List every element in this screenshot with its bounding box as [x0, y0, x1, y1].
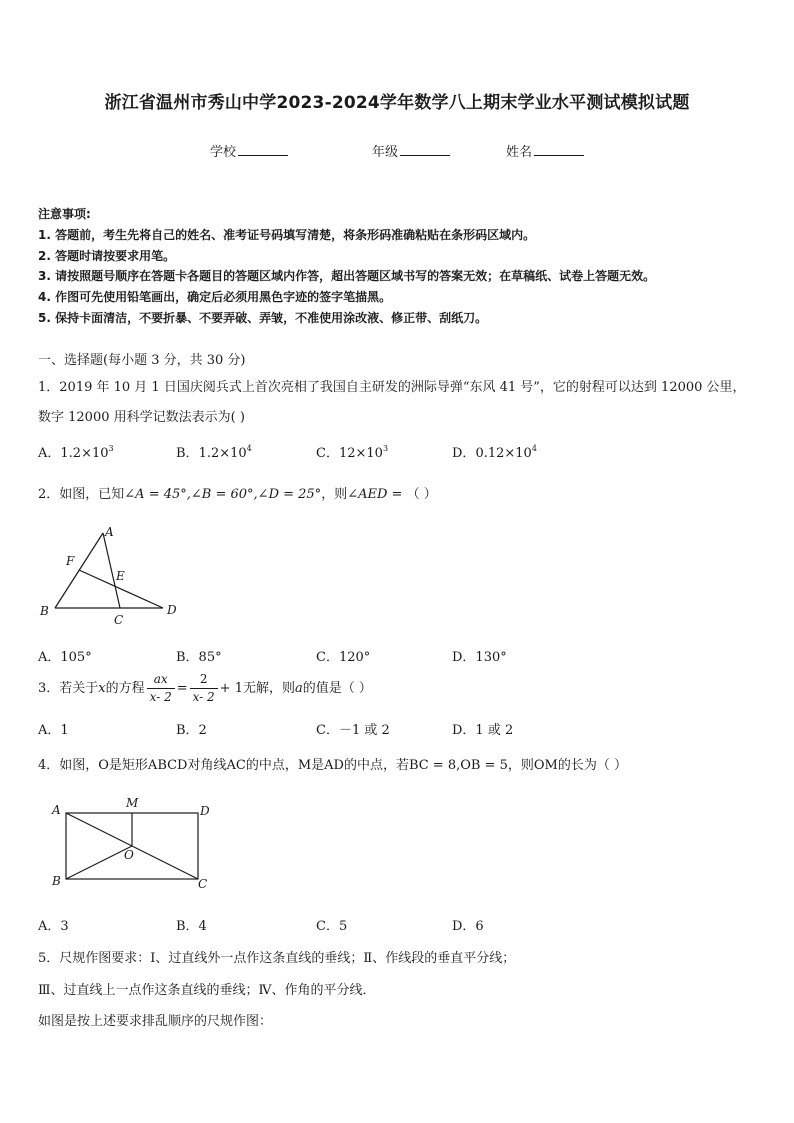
q2-option-b[interactable]: B．85°	[176, 650, 222, 665]
label-b: B	[40, 604, 49, 618]
q2-option-c[interactable]: C．120°	[316, 650, 371, 665]
label-d: D	[167, 603, 177, 617]
q5-text-line2: Ⅲ、过直线上一点作这条直线的垂线；Ⅳ、作角的平分线．	[38, 983, 376, 998]
school-label: 学校	[210, 145, 237, 160]
q4-rectangle-figure	[40, 793, 220, 893]
label-c: C	[198, 877, 208, 891]
q2-text: 2．如图，已知∠A = 45°,∠B = 60°,∠D = 25°，则∠AED = （ ）	[38, 487, 437, 502]
name-label: 姓名	[506, 145, 533, 160]
q5-text-line3: 如图是按上述要求排乱顺序的尺规作图：	[38, 1014, 273, 1029]
q2-triangle-figure	[30, 520, 190, 628]
label-a: A	[52, 803, 61, 817]
grade-label: 年级	[372, 145, 399, 160]
name-field[interactable]	[506, 141, 584, 160]
q4-option-a[interactable]: A．3	[38, 919, 69, 934]
school-field[interactable]	[210, 141, 288, 160]
notice-item: 2. 答题时请按要求用笔。	[38, 249, 176, 263]
q4-text: 4．如图，O是矩形ABCD对角线AC的中点，M是AD的中点，若BC = 8,OB = 5，则OM的长为（ ）	[38, 758, 627, 773]
q3-option-c[interactable]: C．－1 或 2	[316, 723, 390, 738]
q5-text-line1: 5．尺规作图要求：Ⅰ、过直线外一点作这条直线的垂线；Ⅱ、作线段的垂直平分线；	[38, 951, 516, 966]
q3-option-a[interactable]: A．1	[38, 723, 69, 738]
q3-option-d[interactable]: D．1 或 2	[452, 723, 514, 738]
q1-option-a[interactable]: A．$1.2\times 10^3$	[38, 444, 114, 461]
notice-heading: 注意事项:	[38, 207, 91, 221]
q2-option-a[interactable]: A．105°	[38, 650, 92, 665]
name-blank[interactable]	[534, 143, 584, 156]
notice-item: 3. 请按照题号顺序在答题卡各题目的答题区域内作答，超出答题区域书写的答案无效；在草稿纸、试卷上答题无效。	[38, 269, 656, 283]
q1-text-line2: 数字 12000 用科学记数法表示为( )	[38, 410, 245, 425]
q1-text-line1: 1．2019 年 10 月 1 日国庆阅兵式上首次亮相了我国自主研发的洲际导弹“东风 41 号”，它的射程可以达到 12000 公里，	[38, 380, 746, 395]
notice-item: 5. 保持卡面清洁，不要折暴、不要弄破、弄皱，不准使用涂改液、修正带、刮纸刀。	[38, 311, 488, 325]
label-m: M	[126, 796, 139, 810]
label-d: D	[200, 804, 210, 818]
label-c: C	[114, 613, 124, 627]
q1-option-b[interactable]: B．$1.2\times 10^4$	[176, 444, 252, 461]
q2-option-d[interactable]: D．130°	[452, 650, 507, 665]
label-a: A	[105, 525, 114, 539]
grade-field[interactable]	[372, 141, 450, 160]
q4-option-d[interactable]: D．6	[452, 919, 484, 934]
q4-option-c[interactable]: C．5	[316, 919, 348, 934]
q3-text: 3．若关于x的方程 $\frac{ax}{x- 2}$ = $\frac{2}{x- 2}$ + 1无解，则a的值是（ ）	[38, 672, 372, 704]
q3-fraction-1: $\frac{ax}{x- 2}$	[147, 671, 175, 706]
q4-option-b[interactable]: B．4	[176, 919, 207, 934]
grade-blank[interactable]	[400, 143, 450, 156]
q1-option-c[interactable]: C．$12\times 10^3$	[316, 444, 389, 461]
notice-item: 4. 作图可先使用铅笔画出，确定后必须用黑色字迹的签字笔描黑。	[38, 290, 392, 304]
label-e: E	[116, 569, 125, 583]
notice-item: 1. 答题前，考生先将自己的姓名、准考证号码填写清楚，将条形码准确粘贴在条形码区域内。	[38, 228, 536, 242]
label-f: F	[66, 554, 75, 568]
q3-fraction-2: $\frac{2}{x- 2}$	[190, 671, 218, 706]
page-title: 浙江省温州市秀山中学2023-2024学年数学八上期末学业水平测试模拟试题	[104, 93, 690, 113]
label-b: B	[52, 874, 61, 888]
section-heading: 一、选择题(每小题 3 分，共 30 分)	[38, 353, 246, 368]
school-blank[interactable]	[238, 143, 288, 156]
q1-option-d[interactable]: D．$0.12\times 10^4$	[452, 444, 537, 461]
label-o: O	[124, 848, 134, 862]
q3-option-b[interactable]: B．2	[176, 723, 207, 738]
